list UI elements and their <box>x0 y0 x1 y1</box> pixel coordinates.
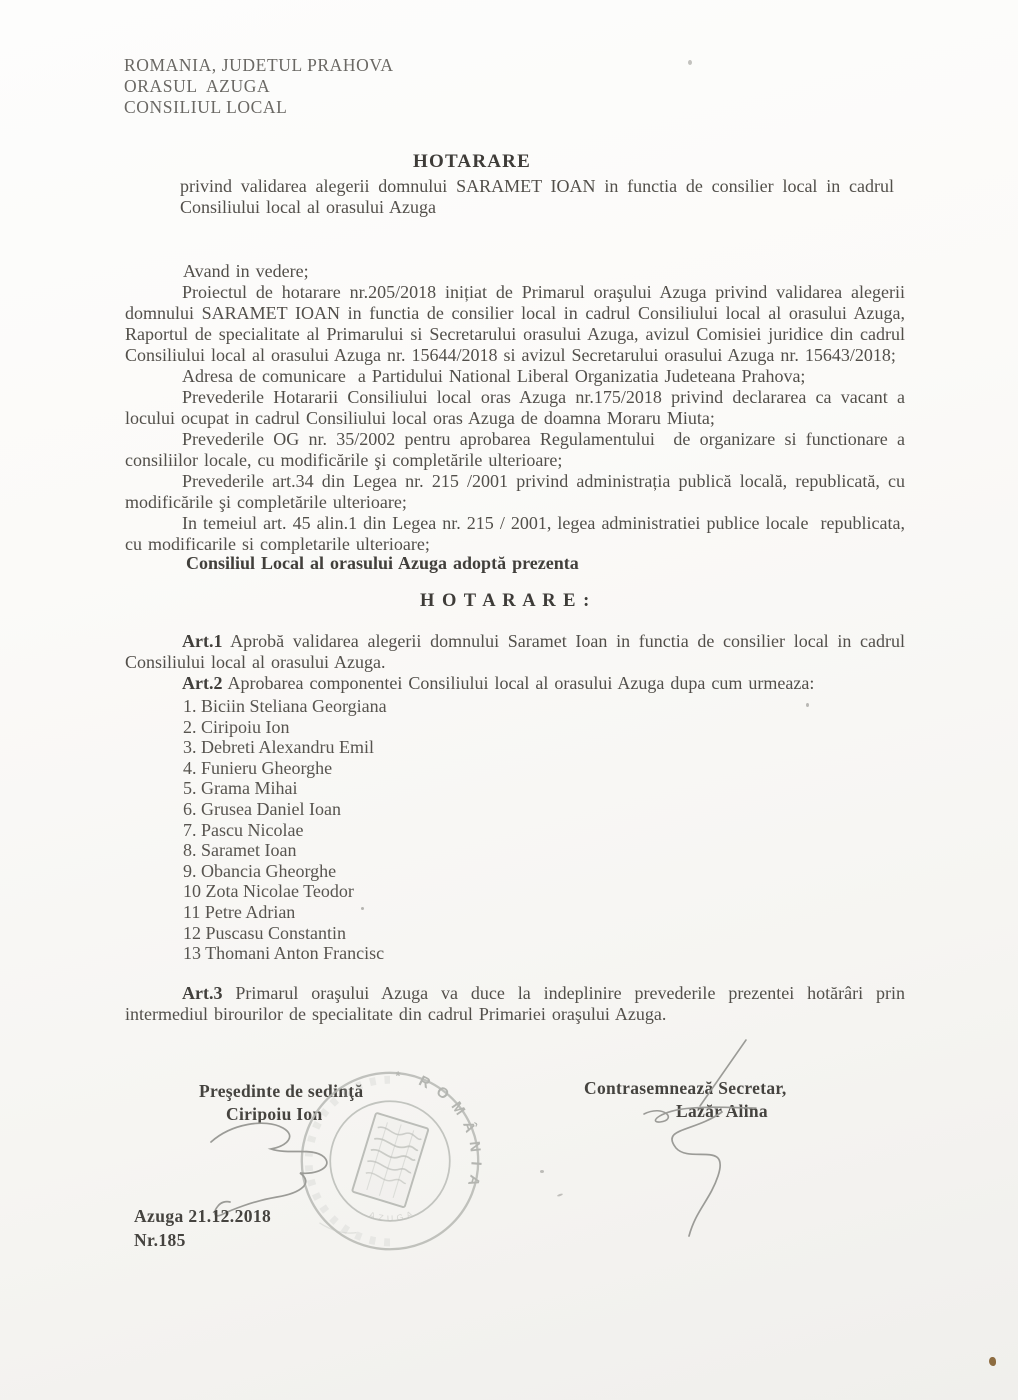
preamble-item-project: Proiectul de hotarare nr.205/2018 inițiat de Primarul oraşului Azuga privind validarea alegerii domnului SARAMET IOAN in functia de consilier local in cadrul Consiliului local al orasului Azuga, Raportul de specialitate al Primarului si Secretarului orasului Azuga, avizul Comisiei juridice din cadrul Consiliului local al orasului Azuga nr. 15644/2018 si avizul Secretarului orasului Azuga nr. 15643/2018; <box>125 282 911 365</box>
article-1-label: Art.1 <box>182 631 223 651</box>
president-name: Ciripoiu Ion <box>226 1104 323 1124</box>
council-member: 12 Puscasu Constantin <box>183 922 347 943</box>
council-member: 8. Saramet Ioan <box>183 840 297 861</box>
scan-speck <box>557 1193 563 1197</box>
decision-number: Nr.185 <box>134 1230 186 1250</box>
council-member: 6. Grusea Daniel Ioan <box>183 798 341 819</box>
scan-speck-brown <box>989 1357 996 1366</box>
preamble-item-hcl175: Prevederile Hotararii Consiliului local oras Azuga nr.175/2018 privind declararea ca vacant a locului ocupat in cadrul Consiliului local oras Azuga de doamna Moraru Miuta; <box>125 387 911 428</box>
preamble-intro: Avand in vedere; <box>183 261 309 281</box>
letterhead-council-line: CONSILIUL LOCAL <box>124 97 288 117</box>
secretary-role-label: Contrasemnează Secretar, <box>584 1078 787 1098</box>
adoption-clause: Consiliul Local al orasului Azuga adoptă prezenta <box>186 553 579 573</box>
document-subtitle: privind validarea alegerii domnului SARAMET IOAN in functia de consilier local in cadrul Consiliului local al orasului Azuga <box>180 176 900 217</box>
secretary-name: Lazăr Alina <box>676 1101 768 1121</box>
article-2-label: Art.2 <box>182 673 223 693</box>
article-3-text: Primarul oraşului Azuga va duce la indeplinire prevederile prezentei hotărâri prin intermediul birourilor de specialitate din cadrul Primariei oraşului Azuga. <box>125 983 912 1024</box>
letterhead <box>124 55 394 118</box>
scan-speck <box>806 703 809 707</box>
secretary-signature <box>634 1036 784 1241</box>
scan-speck <box>688 60 692 65</box>
article-1 <box>125 631 911 673</box>
document-title: HOTARARE <box>413 151 531 172</box>
preamble-item-temei: In temeiul art. 45 alin.1 din Legea nr. 215 / 2001, legea administratiei publice locale republicata, cu modificarile si completarile ulterioare; <box>125 513 911 554</box>
preamble-item-address: Adresa de comunicare a Partidului National Liberal Organizatia Judeteana Prahova; <box>182 366 806 386</box>
place-date: Azuga 21.12.2018 <box>134 1206 272 1226</box>
council-member: 10 Zota Nicolae Teodor <box>183 881 354 902</box>
stamp-separator-star: * <box>394 1067 402 1084</box>
council-member: 11 Petre Adrian <box>183 901 296 922</box>
article-3-label: Art.3 <box>182 983 223 1003</box>
article-3 <box>125 983 912 1025</box>
article-2 <box>125 673 905 694</box>
preamble-item-og35: Prevederile OG nr. 35/2002 pentru aprobarea Regulamentului de organizare si functionare a consiliilor locale, cu modificările şi completările ulterioare; <box>125 429 911 470</box>
stamp-bottom-text: AZUGA <box>367 1207 418 1224</box>
president-role-label: Preşedinte de sedinţă <box>199 1081 364 1101</box>
council-members-list <box>183 696 387 964</box>
council-member: 1. Biciin Steliana Georgiana <box>183 696 387 716</box>
secretary-signature-stroke <box>634 1036 784 1241</box>
scan-speck <box>540 1170 544 1173</box>
council-member: 5. Grama Mihai <box>183 778 298 799</box>
scan-speck <box>361 907 364 910</box>
letterhead-city-line: ORASUL AZUGA <box>124 76 271 96</box>
svg-text:* <box>395 1068 401 1083</box>
council-member: 3. Debreti Alexandru Emil <box>183 737 374 758</box>
letterhead-country-line: ROMANIA, JUDETUL PRAHOVA <box>124 55 394 75</box>
article-1-text: Aprobă validarea alegerii domnului Saramet Ioan in functia de consilier local in cadrul Consiliului local al orasului Azuga. <box>125 631 911 672</box>
council-member: 9. Obancia Gheorghe <box>183 860 337 881</box>
article-2-text: Aprobarea componentei Consiliului local al orasului Azuga dupa cum urmeaza: <box>227 673 815 693</box>
stamp-country-text: ROMÂNIA <box>415 1073 484 1197</box>
council-member: 13 Thomani Anton Francisc <box>183 943 385 964</box>
preamble-item-art34: Prevederile art.34 din Legea nr. 215 /2001 privind administrația publică locală, republicată, cu modificările şi completările ulterioare; <box>125 471 911 512</box>
council-member: 4. Funieru Gheorghe <box>183 757 333 778</box>
council-member: 2. Ciripoiu Ion <box>183 716 290 737</box>
stamp-smudge <box>319 1223 356 1233</box>
decision-heading: H O T A R A R E : <box>420 591 591 611</box>
council-member: 7. Pascu Nicolae <box>183 819 304 840</box>
